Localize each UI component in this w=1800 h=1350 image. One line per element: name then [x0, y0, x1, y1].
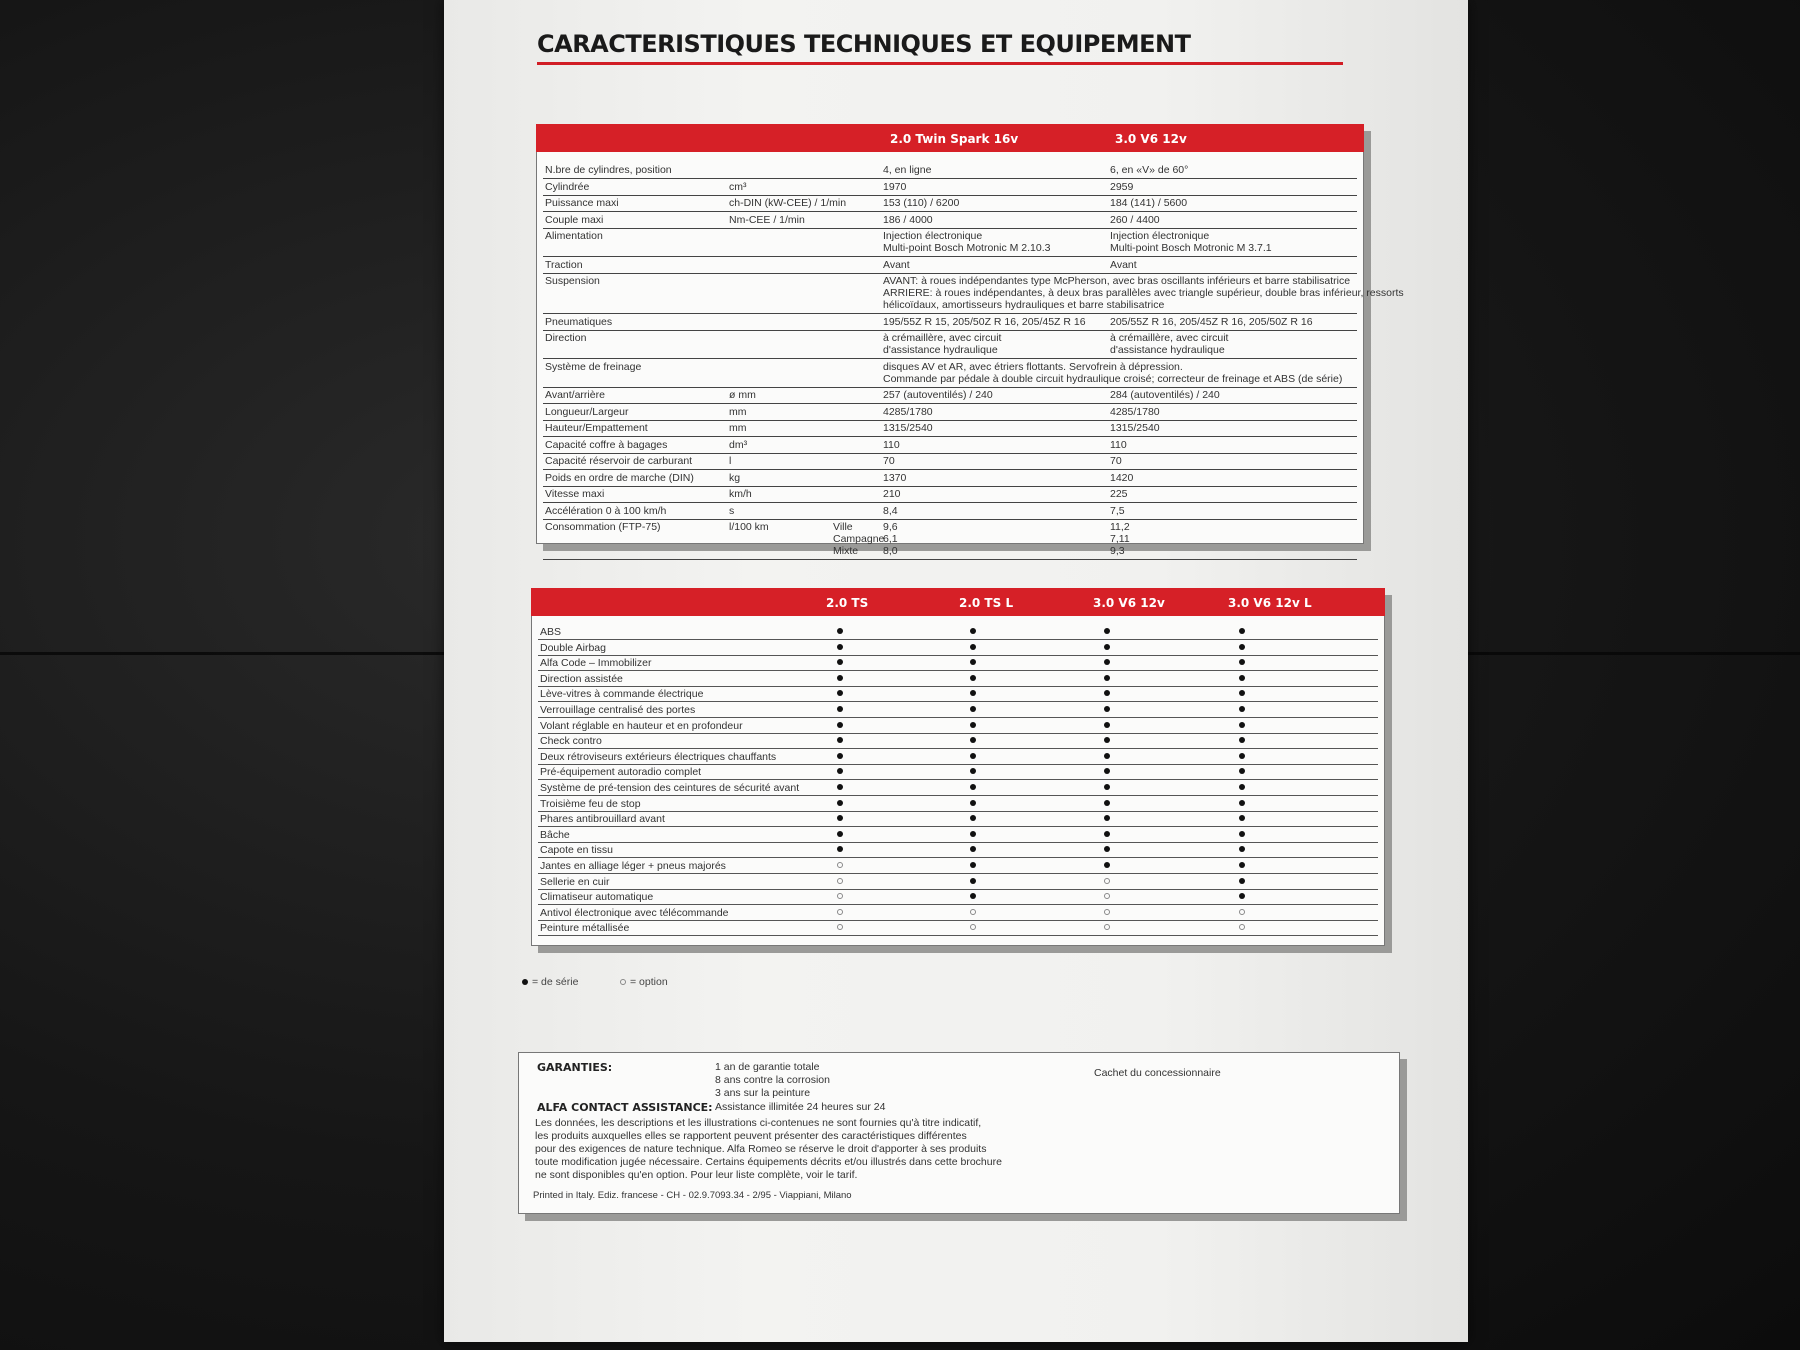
standard-dot-icon: [970, 753, 976, 759]
spec-row: [543, 229, 1357, 257]
equipment-column-header: 3.0 V6 12v: [1093, 596, 1165, 610]
standard-dot-icon: [970, 644, 976, 650]
equipment-label: Check contro: [540, 735, 602, 748]
standard-dot-icon: [1239, 800, 1245, 806]
standard-dot-icon: [1104, 690, 1110, 696]
standard-dot-icon: [970, 815, 976, 821]
spec-label: Capacité coffre à bagages: [545, 438, 668, 451]
spec-value-v6: à crémaillère, avec circuit d'assistance hydraulique: [1110, 332, 1229, 356]
equipment-row: [538, 875, 1378, 890]
standard-dot-icon: [970, 737, 976, 743]
spec-row: [543, 438, 1357, 454]
standard-dot-icon: [837, 675, 843, 681]
guarantees-label: GARANTIES:: [537, 1061, 613, 1074]
equipment-table-header: [531, 588, 1385, 616]
standard-dot-icon: [1104, 675, 1110, 681]
spec-value-v6: 6, en «V» de 60°: [1110, 164, 1189, 176]
guarantee-line: 8 ans contre la corrosion: [715, 1074, 830, 1086]
spec-value-ts: 4285/1780: [883, 405, 933, 418]
option-circle-icon: [1104, 909, 1110, 915]
standard-dot-icon: [837, 815, 843, 821]
standard-dot-icon: [1239, 815, 1245, 821]
spec-label: Couple maxi: [545, 213, 604, 226]
disclaimer-line: Les données, les descriptions et les illustrations ci-contenues ne sont fournies qu'à titre indicatif,: [535, 1117, 982, 1129]
standard-dot-icon: [970, 893, 976, 899]
option-circle-icon: [620, 979, 626, 985]
spec-unit: l: [729, 455, 732, 467]
spec-value-ts: 8,4: [883, 504, 898, 517]
spec-value-ts: 1315/2540: [883, 422, 933, 434]
spec-value-ts: 110: [883, 438, 900, 451]
equipment-label: ABS: [540, 626, 562, 638]
equipment-column-header: 3.0 V6 12v L: [1228, 596, 1312, 610]
spec-label: Avant/arrière: [545, 389, 605, 401]
equipment-label: Direction assistée: [540, 672, 623, 685]
standard-dot-icon: [970, 831, 976, 837]
equipment-row: [538, 656, 1378, 671]
equipment-label: Troisième feu de stop: [540, 797, 641, 810]
spec-row: [543, 331, 1357, 359]
equipment-label: Phares antibrouillard avant: [540, 813, 665, 826]
standard-dot-icon: [970, 800, 976, 806]
standard-dot-icon: [1104, 846, 1110, 852]
page-title: CARACTERISTIQUES TECHNIQUES ET EQUIPEMENT: [537, 30, 1191, 58]
spec-label: Direction: [545, 332, 587, 344]
spec-unit: l/100 km: [729, 521, 769, 533]
spec-unit: cm³: [729, 180, 747, 193]
standard-dot-icon: [1239, 893, 1245, 899]
spec-value-v6: 225: [1110, 488, 1128, 500]
option-circle-icon: [837, 893, 843, 899]
standard-dot-icon: [837, 753, 843, 759]
spec-value-ts: Avant: [883, 258, 910, 271]
option-circle-icon: [1104, 878, 1110, 884]
spec-row: [543, 421, 1357, 437]
spec-value-ts: 153 (110) / 6200: [883, 197, 960, 209]
equipment-row: [538, 672, 1378, 687]
standard-dot-icon: [1239, 878, 1245, 884]
equipment-table: [531, 588, 1385, 946]
equipment-row: [538, 687, 1378, 702]
standard-dot-icon: [1104, 753, 1110, 759]
spec-unit: kg: [729, 471, 741, 484]
disclaimer-line: toute modification jugée nécessaire. Certains équipements décrits et/ou illustrés dans cette brochure: [535, 1156, 1002, 1168]
standard-dot-icon: [970, 659, 976, 665]
standard-dot-icon: [1239, 831, 1245, 837]
spec-value-v6: 284 (autoventilés) / 240: [1110, 389, 1220, 401]
equipment-label: Verrouillage centralisé des portes: [540, 704, 696, 716]
standard-dot-icon: [1104, 784, 1110, 790]
spec-value-v6: 260 / 4400: [1110, 213, 1160, 226]
equipment-row: [538, 641, 1378, 656]
standard-dot-icon: [970, 768, 976, 774]
standard-dot-icon: [837, 659, 843, 665]
spec-unit: ø mm: [729, 389, 756, 401]
equipment-row: [538, 828, 1378, 843]
equipment-row: [538, 797, 1378, 812]
spec-value-ts: 4, en ligne: [883, 164, 932, 176]
standard-dot-icon: [1239, 675, 1245, 681]
title-underline: [537, 62, 1343, 65]
standard-dot-icon: [1239, 784, 1245, 790]
brochure-page: [444, 0, 1468, 1342]
equipment-label: Capote en tissu: [540, 844, 613, 857]
spec-value-ts: 1370: [883, 471, 907, 484]
spec-sublabel: Ville Campagne Mixte: [833, 521, 885, 557]
equipment-column-header: 2.0 TS L: [959, 596, 1014, 610]
equipment-row: [538, 781, 1378, 796]
equipment-row: [538, 703, 1378, 718]
equipment-row: [538, 719, 1378, 734]
spec-label: Puissance maxi: [545, 197, 619, 209]
standard-dot-icon: [1239, 659, 1245, 665]
standard-dot-icon: [970, 722, 976, 728]
spec-unit: Nm-CEE / 1/min: [729, 213, 805, 226]
equipment-row: [538, 812, 1378, 827]
equipment-row: [538, 906, 1378, 921]
equipment-row: [538, 625, 1378, 640]
standard-dot-icon: [837, 628, 843, 634]
option-circle-icon: [837, 909, 843, 915]
spec-row: [543, 388, 1357, 404]
spec-column-header: 3.0 V6 12v: [1115, 132, 1187, 146]
standard-dot-icon: [970, 862, 976, 868]
spec-label: Cylindrée: [545, 180, 590, 193]
standard-dot-icon: [1239, 768, 1245, 774]
legend-option-text: = option: [630, 976, 668, 988]
spec-value-v6: Avant: [1110, 258, 1137, 271]
spec-label: Alimentation: [545, 230, 603, 242]
standard-dot-icon: [970, 784, 976, 790]
spec-row: [543, 520, 1357, 560]
spec-value-v6: 4285/1780: [1110, 405, 1160, 418]
spec-row: [543, 163, 1357, 179]
spec-row: [543, 454, 1357, 470]
equipment-row: [538, 890, 1378, 905]
equipment-label: Deux rétroviseurs extérieurs électriques chauffants: [540, 750, 777, 763]
print-info: Printed in Italy. Ediz. francese - CH - 02.9.7093.34 - 2/95 - Viappiani, Milano: [533, 1190, 852, 1201]
standard-dot-icon: [837, 784, 843, 790]
standard-dot-icon: [1239, 862, 1245, 868]
dealer-stamp-label: Cachet du concessionnaire: [1094, 1067, 1221, 1079]
standard-dot-icon: [837, 722, 843, 728]
option-circle-icon: [1239, 909, 1245, 915]
spec-value-ts: 1970: [883, 180, 907, 193]
spec-value-ts: 210: [883, 488, 901, 500]
standard-dot-icon: [970, 878, 976, 884]
equipment-row: [538, 734, 1378, 749]
option-circle-icon: [1104, 893, 1110, 899]
equipment-label: Alfa Code – Immobilizer: [540, 657, 652, 670]
spec-unit: mm: [729, 422, 747, 434]
spec-row: [543, 213, 1357, 229]
assistance-label: ALFA CONTACT ASSISTANCE:: [537, 1101, 713, 1114]
spec-row: [543, 258, 1357, 274]
spec-value-v6: 7,5: [1110, 504, 1125, 517]
spec-row: [543, 196, 1357, 212]
equipment-label: Volant réglable en hauteur et en profondeur: [540, 719, 743, 732]
standard-dot-icon: [837, 768, 843, 774]
spec-unit: mm: [729, 405, 747, 418]
spec-label: Accélération 0 à 100 km/h: [545, 504, 667, 517]
standard-dot-icon: [837, 846, 843, 852]
spec-table-header: [536, 124, 1364, 152]
option-circle-icon: [1239, 924, 1245, 930]
equipment-label: Sellerie en cuir: [540, 875, 610, 888]
standard-dot-icon: [1104, 862, 1110, 868]
standard-dot-icon: [837, 800, 843, 806]
spec-value-ts: 186 / 4000: [883, 213, 933, 226]
spec-row: [543, 315, 1357, 331]
standard-dot-icon: [1239, 846, 1245, 852]
guarantee-line: 1 an de garantie totale: [715, 1061, 820, 1073]
spec-label: Poids en ordre de marche (DIN): [545, 471, 694, 484]
disclaimer-line: pour des exigences de nature technique. Alfa Romeo se réserve le droit d'apporter à ses produits: [535, 1143, 987, 1155]
spec-value-v6: 110: [1110, 438, 1127, 451]
disclaimer-line: les produits auxquelles elles se rapportent peuvent présenter des caractéristiques différentes: [535, 1130, 967, 1142]
standard-dot-icon: [837, 644, 843, 650]
spec-value-ts: à crémaillère, avec circuit d'assistance hydraulique: [883, 332, 1002, 356]
spec-value-ts: 257 (autoventilés) / 240: [883, 389, 993, 401]
standard-dot-icon: [522, 979, 528, 985]
spec-column-header: 2.0 Twin Spark 16v: [890, 132, 1019, 146]
spec-row: [543, 360, 1357, 388]
standard-dot-icon: [1104, 628, 1110, 634]
equipment-label: Climatiseur automatique: [540, 891, 654, 904]
standard-dot-icon: [1239, 753, 1245, 759]
assistance-text: Assistance illimitée 24 heures sur 24: [715, 1101, 886, 1113]
standard-dot-icon: [1239, 737, 1245, 743]
equipment-label: Double Airbag: [540, 641, 606, 654]
option-circle-icon: [837, 878, 843, 884]
spec-label: Capacité réservoir de carburant: [545, 455, 693, 467]
standard-dot-icon: [1104, 815, 1110, 821]
spec-row: [543, 504, 1357, 520]
standard-dot-icon: [1104, 644, 1110, 650]
spec-row: [543, 274, 1404, 314]
spec-unit: ch-DIN (kW-CEE) / 1/min: [729, 197, 847, 209]
equipment-column-header: 2.0 TS: [826, 596, 869, 610]
standard-dot-icon: [1239, 628, 1245, 634]
equipment-row: [538, 859, 1378, 874]
spec-label: Vitesse maxi: [545, 488, 605, 500]
spec-value-ts: 195/55Z R 15, 205/50Z R 16, 205/45Z R 16: [883, 315, 1086, 328]
equipment-label: Peinture métallisée: [540, 922, 630, 935]
spec-table: [536, 124, 1404, 557]
spec-row: [543, 405, 1357, 421]
standard-dot-icon: [1104, 768, 1110, 774]
standard-dot-icon: [1239, 706, 1245, 712]
spec-row: [543, 180, 1357, 196]
option-circle-icon: [1104, 924, 1110, 930]
spec-value-ts: AVANT: à roues indépendantes type McPherson, avec bras oscillants inférieurs et barre stabilisatrice ARRIERE: à roues indépendantes, à deux bras parallèles avec triangle supérieur, double bras inférieur, ressorts hélicoïdaux, amortisseurs hydrauliques et barre stabilisatrice: [883, 275, 1404, 311]
disclaimer-line: ne sont disponibles qu'en option. Pour leur liste complète, voir le tarif.: [535, 1169, 858, 1181]
equipment-row: [538, 843, 1378, 858]
spec-label: Consommation (FTP-75): [545, 521, 661, 533]
standard-dot-icon: [970, 628, 976, 634]
option-circle-icon: [837, 924, 843, 930]
spec-unit: dm³: [729, 438, 748, 451]
standard-dot-icon: [837, 737, 843, 743]
standard-dot-icon: [970, 675, 976, 681]
spec-value-v6: 11,2 7,11 9,3: [1110, 521, 1130, 557]
standard-dot-icon: [837, 706, 843, 712]
standard-dot-icon: [1104, 831, 1110, 837]
legend-standard: [522, 976, 578, 988]
legend-standard-text: = de série: [532, 976, 579, 988]
spec-value-v6: 1315/2540: [1110, 422, 1160, 434]
equipment-label: Pré-équipement autoradio complet: [540, 766, 702, 779]
spec-label: Hauteur/Empattement: [545, 422, 648, 434]
spec-label: Pneumatiques: [545, 315, 613, 328]
spec-value-ts: 9,6 6,1 8,0: [883, 521, 898, 557]
spec-row: [543, 487, 1357, 503]
standard-dot-icon: [1239, 690, 1245, 696]
standard-dot-icon: [970, 690, 976, 696]
standard-dot-icon: [1104, 706, 1110, 712]
standard-dot-icon: [970, 706, 976, 712]
spec-value-v6: 184 (141) / 5600: [1110, 197, 1188, 209]
spec-label: Traction: [545, 258, 583, 271]
guarantee-line: 3 ans sur la peinture: [715, 1087, 811, 1099]
standard-dot-icon: [1104, 722, 1110, 728]
equipment-label: Lève-vitres à commande électrique: [540, 688, 704, 701]
option-circle-icon: [970, 924, 976, 930]
spec-unit: km/h: [729, 488, 752, 500]
spec-value-ts: disques AV et AR, avec étriers flottants. Servofrein à dépression. Commande par pédale à double circuit hydraulique croisé; correcteur de freinage et ABS (de série): [883, 360, 1343, 385]
standard-dot-icon: [1104, 800, 1110, 806]
standard-dot-icon: [1104, 737, 1110, 743]
spec-label: Longueur/Largeur: [545, 405, 629, 418]
spec-value-v6: 2959: [1110, 180, 1134, 193]
standard-dot-icon: [970, 846, 976, 852]
spec-label: Système de freinage: [545, 360, 642, 373]
spec-row: [543, 471, 1357, 487]
spec-label: Suspension: [545, 275, 600, 287]
standard-dot-icon: [1239, 722, 1245, 728]
spec-value-v6: 70: [1110, 455, 1122, 467]
equipment-row: [538, 750, 1378, 765]
option-circle-icon: [970, 909, 976, 915]
legend-option: [620, 976, 668, 988]
spec-label: N.bre de cylindres, position: [545, 164, 672, 176]
standard-dot-icon: [837, 831, 843, 837]
option-circle-icon: [837, 862, 843, 868]
spec-value-ts: Injection électronique Multi-point Bosch Motronic M 2.10.3: [883, 230, 1051, 254]
equipment-row: [538, 921, 1378, 936]
spec-value-v6: 205/55Z R 16, 205/45Z R 16, 205/50Z R 16: [1110, 315, 1313, 328]
spec-value-v6: 1420: [1110, 471, 1134, 484]
equipment-label: Bâche: [540, 828, 570, 841]
spec-unit: s: [729, 504, 735, 517]
standard-dot-icon: [1104, 659, 1110, 665]
spec-value-v6: Injection électronique Multi-point Bosch Motronic M 3.7.1: [1110, 230, 1272, 254]
equipment-label: Système de pré-tension des ceintures de sécurité avant: [540, 782, 800, 794]
equipment-row: [538, 765, 1378, 780]
spec-value-ts: 70: [883, 455, 895, 467]
equipment-label: Antivol électronique avec télécommande: [540, 906, 729, 919]
equipment-label: Jantes en alliage léger + pneus majorés: [540, 860, 726, 872]
standard-dot-icon: [837, 690, 843, 696]
standard-dot-icon: [1239, 644, 1245, 650]
guarantees-box: [518, 1052, 1400, 1214]
